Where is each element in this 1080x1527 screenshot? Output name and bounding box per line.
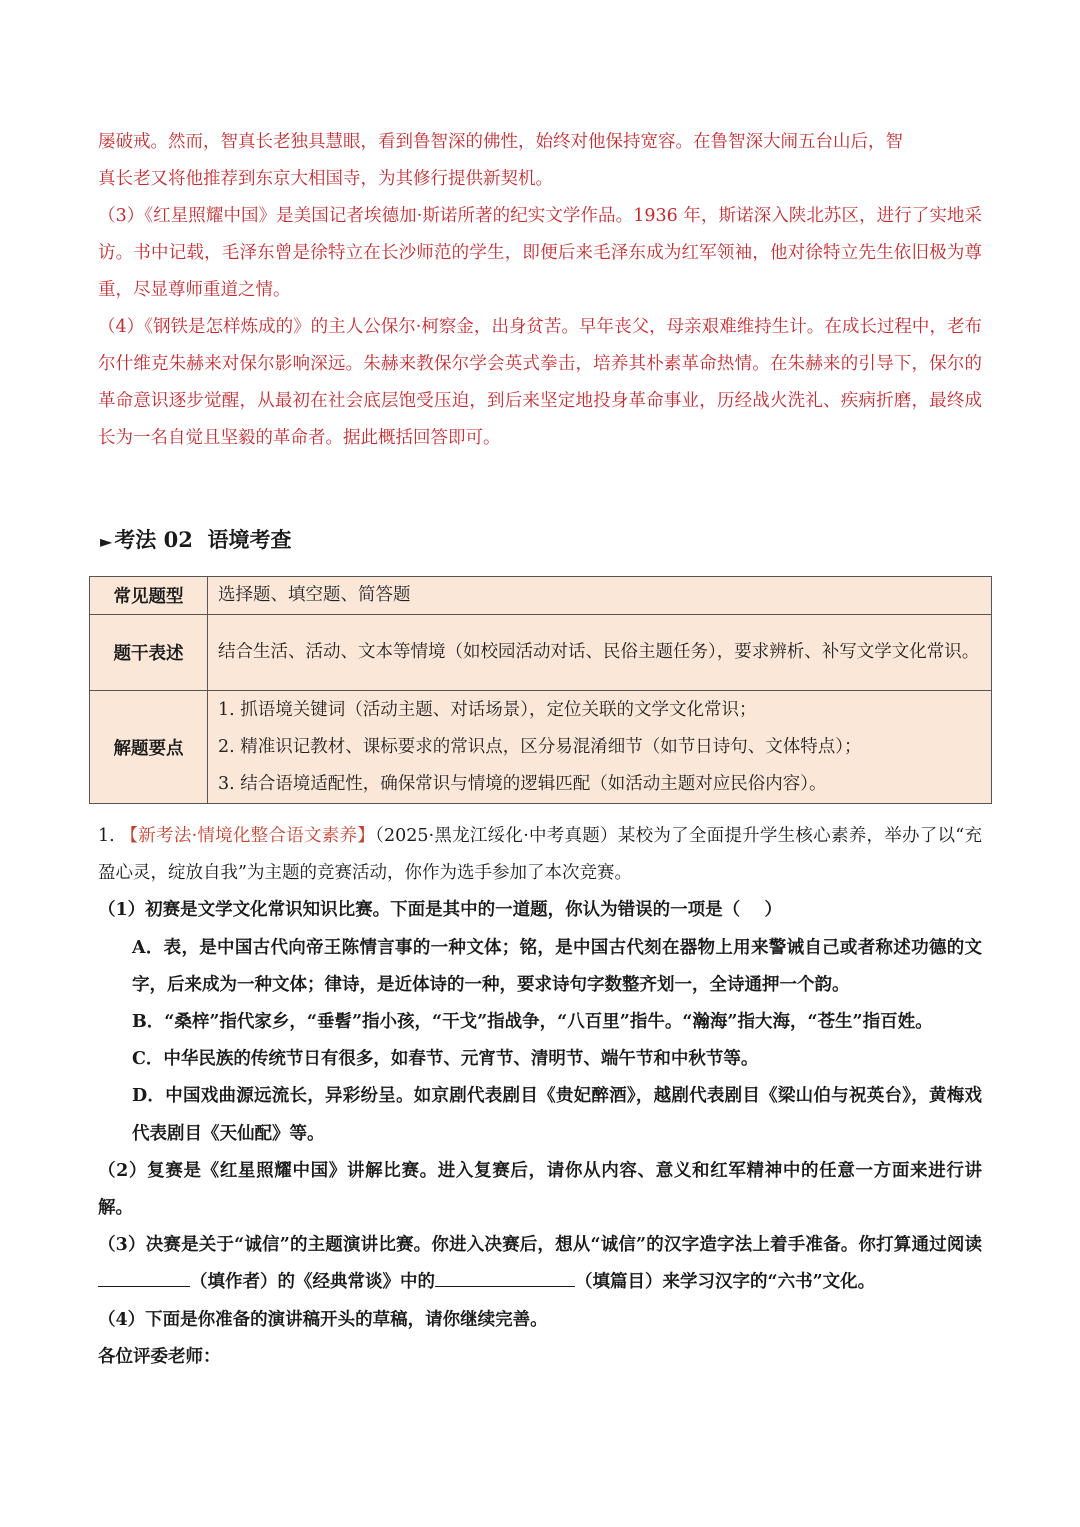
- option-d: D．中国戏曲源远流长，异彩纷呈。如京剧代表剧目《贵妃醉酒》，越剧代表剧目《梁山伯与祝英台》，黄梅戏代表剧目《天仙配》等。: [132, 1086, 982, 1144]
- option-a: A．表，是中国古代向帝王陈情言事的一种文体；铭，是中国古代刻在器物上用来警诫自己或者称述功德的文字，后来成为一种文体；律诗，是近体诗的一种，要求诗句字数整齐划一，全诗通押一个韵。: [132, 937, 982, 995]
- table-row-body: [208, 691, 992, 804]
- table-cell-line: 结合生活、活动、文本等情境（如校园活动对话、民俗主题任务），要求辨析、补写文学文化常识。: [218, 642, 980, 662]
- table-row-body: [208, 615, 992, 691]
- speech-greeting: 各位评委老师：: [98, 1346, 221, 1367]
- option-b: B．“桑梓”指代家乡，“垂髫”指小孩，“干戈”指战争，“八百里”指牛。“瀚海”指大海，“苍生”指百姓。: [132, 1012, 933, 1033]
- table-cell-line: 3. 结合语境适配性，确保常识与情境的逻辑匹配（如活动主题对应民俗内容）。: [218, 773, 827, 794]
- table-row-head: 题干表述: [90, 615, 208, 691]
- question-source: （2025·黑龙江绥化·中考真题）: [375, 826, 618, 846]
- question-tag: 【新考法·情境化整合语文素养】: [120, 826, 376, 846]
- explanation-line: 屡破戒。然而，智真长老独具慧眼，看到鲁智深的佛性，始终对他保持宽容。在鲁智深大闹五台山后，智: [98, 132, 903, 152]
- question-stem: [98, 818, 982, 892]
- section-heading: [100, 524, 291, 554]
- explanation-line: 真长老又将他推荐到东京大相国寺，为其修行提供新契机。: [98, 169, 553, 189]
- subquestion-2: （2）复赛是《红星照耀中国》讲解比赛。进入复赛后，请你从内容、意义和红军精神中的任意一方面来进行讲解。: [98, 1160, 982, 1219]
- table-row-head: 解题要点: [90, 691, 208, 804]
- table-row: [90, 691, 992, 804]
- subquestion-3: [98, 1227, 982, 1301]
- subquestion-3-text-b: （填作者）的《经典常谈》中的: [190, 1272, 435, 1293]
- subquestion-1: （1）初赛是文学文化常识知识比赛。下面是其中的一道题，你认为错误的一项是（ ）: [98, 900, 783, 921]
- table-row: [90, 615, 992, 691]
- answer-explanation: [98, 124, 982, 457]
- question-number: 1.: [98, 826, 115, 846]
- question-1: [98, 818, 982, 1376]
- option-c: C．中华民族的传统节日有很多，如春节、元宵节、清明节、端午节和中秋节等。: [132, 1049, 759, 1070]
- subquestion-4: （4）下面是你准备的演讲稿开头的草稿，请你继续完善。: [98, 1309, 548, 1330]
- table-cell-line: 1. 抓语境关键词（活动主题、对话场景），定位关联的文学文化常识；: [218, 699, 757, 720]
- question-stem-text: 某校为了全面提升学生核心素养，举办了以“充盈心灵，绽放自我”为主题的竞赛活动，你作为选手参加了本次竞赛。: [98, 826, 982, 884]
- table-row: [90, 577, 992, 615]
- section-title-text: 考法 02 语境考查: [114, 527, 292, 552]
- explanation-paragraph-4: （4）《钢铁是怎样炼成的》的主人公保尔·柯察金，出身贫苦。早年丧父，母亲艰难维持生计。在成长过程中，老布尔什维克朱赫来对保尔影响深远。朱赫来教保尔学会英式拳击，培养其朴素革命热情。在朱赫来的引导下，保尔的革命意识逐步觉醒，从最初在社会底层饱受压迫，到后来坚定地投身革命事业，历经战火洗礼、疾病折磨，最终成长为一名自觉且坚毅的革命者。据此概括回答即可。: [98, 317, 982, 448]
- triangle-icon: ►: [100, 532, 113, 551]
- subquestion-3-text-c: （填篇目）来学习汉字的“六书”文化。: [575, 1272, 876, 1293]
- subquestion-3-text-a: （3）决赛是关于“诚信”的主题演讲比赛。你进入决赛后，想从“诚信”的汉字造字法上着手准备。你打算通过阅读: [98, 1235, 982, 1256]
- table-row-head: 常见题型: [90, 577, 208, 615]
- chapter-blank[interactable]: [435, 1264, 575, 1287]
- author-blank[interactable]: [98, 1264, 190, 1287]
- explanation-paragraph-3: （3）《红星照耀中国》是美国记者埃德加·斯诺所著的纪实文学作品。1936 年，斯诺深入陕北苏区，进行了实地采访。书中记载，毛泽东曾是徐特立在长沙师范的学生，即便后来毛泽东成为红军领袖，他对徐特立先生依旧极为尊重，尽显尊师重道之情。: [98, 206, 982, 300]
- table-cell-line: 2. 精准识记教材、课标要求的常识点，区分易混淆细节（如节日诗句、文体特点）；: [218, 736, 862, 757]
- table-row-body: [208, 577, 992, 615]
- table-cell-line: 选择题、填空题、简答题: [218, 585, 411, 605]
- method-table: [89, 576, 992, 804]
